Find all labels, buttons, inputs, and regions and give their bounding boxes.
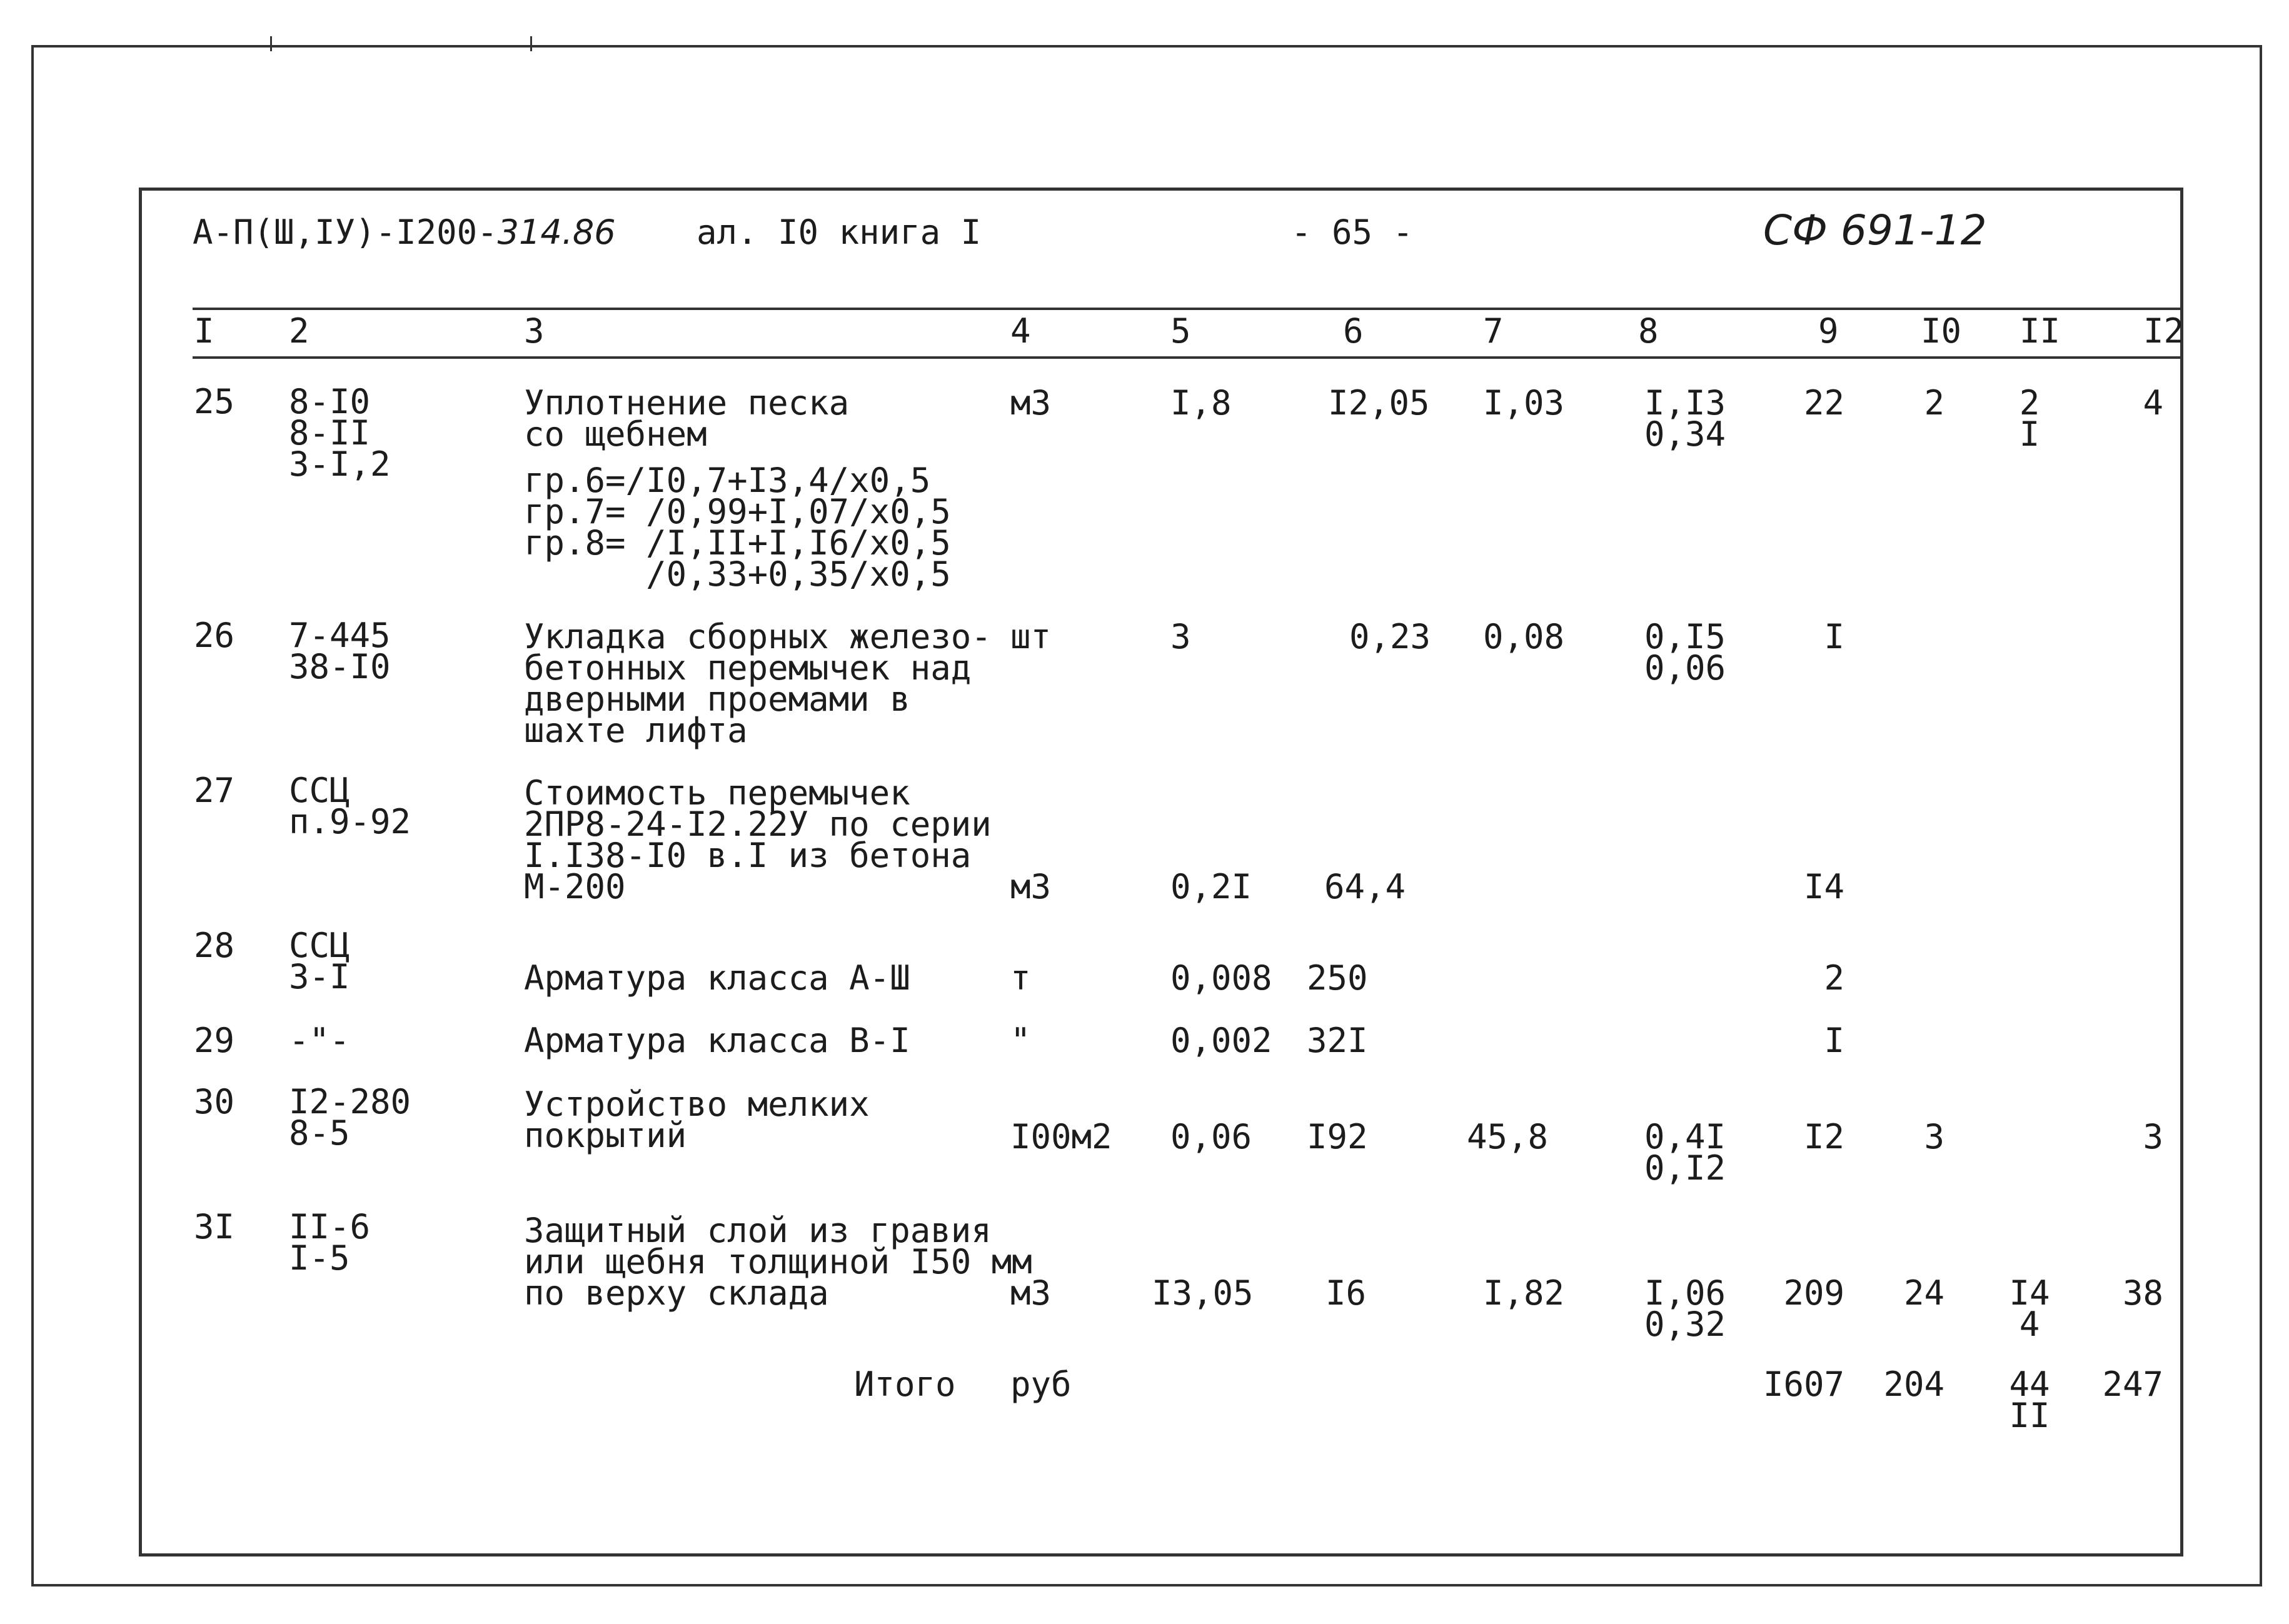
row-25-code: 8-I0 8-II 3-I,2 bbox=[289, 382, 391, 484]
row-30-description: Устройство мелких покрытий bbox=[524, 1085, 870, 1155]
column-header-5: 5 bbox=[1170, 311, 1191, 351]
row-26-col9: I bbox=[1824, 617, 1844, 656]
row-27-number: 27 bbox=[194, 771, 235, 810]
row-25-col7: I,03 bbox=[1483, 383, 1565, 423]
row-30-col9: I2 bbox=[1803, 1117, 1844, 1156]
row-25-number: 25 bbox=[194, 382, 235, 421]
row-26-col8: 0,I5 0,06 bbox=[1644, 617, 1726, 688]
row-31-col12: 38 bbox=[2122, 1273, 2163, 1313]
total-col10: 204 bbox=[1883, 1365, 1944, 1404]
total-col11: 44 II bbox=[2009, 1365, 2050, 1435]
row-29-col9: I bbox=[1824, 1021, 1844, 1060]
column-header-10: I0 bbox=[1921, 311, 1962, 351]
row-31-col11: I4 4 bbox=[2009, 1273, 2050, 1344]
row-31-col7: I,82 bbox=[1483, 1273, 1565, 1313]
inner-frame bbox=[139, 188, 2183, 1556]
row-30-quantity: 0,06 bbox=[1170, 1117, 1252, 1156]
row-31-col8: I,06 0,32 bbox=[1644, 1273, 1726, 1344]
row-25-col8: I,I3 0,34 bbox=[1644, 383, 1726, 454]
row-26-code: 7-445 38-I0 bbox=[289, 616, 391, 686]
row-30-col12: 3 bbox=[2143, 1117, 2163, 1156]
header-rule-bottom bbox=[193, 356, 2181, 359]
row-25-quantity: I,8 bbox=[1170, 383, 1232, 423]
row-27-quantity: 0,2I bbox=[1170, 867, 1252, 906]
row-26-quantity: 3 bbox=[1170, 617, 1191, 656]
row-30-code: I2-280 8-5 bbox=[289, 1082, 411, 1153]
row-25-formula: гр.6=/I0,7+I3,4/x0,5 гр.7= /0,99+I,07/x0,5 гр.8= /I,II+I,I6/x0,5 /0,33+0,35/x0,5 bbox=[524, 461, 951, 594]
row-31-col10: 24 bbox=[1903, 1273, 1944, 1313]
row-31-quantity: I3,05 bbox=[1152, 1273, 1254, 1313]
page-number: - 65 - bbox=[1291, 213, 1414, 252]
row-30-col8: 0,4I 0,I2 bbox=[1644, 1117, 1726, 1188]
row-28-code: ССЦ 3-I bbox=[289, 926, 350, 996]
row-30-col6: I92 bbox=[1307, 1117, 1368, 1156]
row-28-col6: 250 bbox=[1307, 958, 1368, 998]
row-30-col7: 45,8 bbox=[1467, 1117, 1549, 1156]
column-header-7: 7 bbox=[1483, 311, 1504, 351]
row-25-col9: 22 bbox=[1803, 383, 1844, 423]
row-29-number: 29 bbox=[194, 1021, 235, 1060]
row-25-description: Уплотнение песка со щебнем bbox=[524, 383, 850, 454]
row-27-col6: 64,4 bbox=[1324, 867, 1406, 906]
row-31-col9: 209 bbox=[1783, 1273, 1844, 1313]
frame-tick bbox=[530, 36, 532, 51]
document-code-handwritten: 314.86 bbox=[497, 213, 616, 252]
column-header-6: 6 bbox=[1343, 311, 1364, 351]
row-29-description: Арматура класса В-I bbox=[524, 1021, 910, 1060]
frame-tick bbox=[270, 36, 272, 51]
total-col12: 247 bbox=[2102, 1365, 2163, 1404]
row-25-unit: м3 bbox=[1010, 383, 1052, 423]
row-25-col12: 4 bbox=[2143, 383, 2163, 423]
row-27-unit: м3 bbox=[1010, 867, 1052, 906]
column-header-4: 4 bbox=[1010, 311, 1031, 351]
row-31-code: II-6 I-5 bbox=[289, 1207, 371, 1278]
row-30-unit: I00м2 bbox=[1010, 1117, 1112, 1156]
row-31-number: 3I bbox=[194, 1207, 235, 1246]
row-28-unit: т bbox=[1010, 958, 1031, 998]
column-header-8: 8 bbox=[1638, 311, 1659, 351]
row-31-description: Защитный слой из гравия или щебня толщиной I50 мм по верху склада bbox=[524, 1211, 1032, 1313]
row-26-col6: 0,23 bbox=[1349, 617, 1431, 656]
row-26-unit: шт bbox=[1010, 617, 1052, 656]
total-label: Итого bbox=[854, 1365, 956, 1404]
row-29-code: -"- bbox=[289, 1021, 350, 1060]
total-unit: руб bbox=[1010, 1365, 1072, 1404]
row-29-unit: " bbox=[1010, 1021, 1031, 1060]
archive-number: СФ 691-12 bbox=[1763, 206, 1987, 254]
row-29-col6: 32I bbox=[1307, 1021, 1368, 1060]
row-26-number: 26 bbox=[194, 616, 235, 655]
row-27-col9: I4 bbox=[1803, 867, 1844, 906]
row-29-quantity: 0,002 bbox=[1170, 1021, 1272, 1060]
row-30-number: 30 bbox=[194, 1082, 235, 1121]
row-31-col6: I6 bbox=[1326, 1273, 1367, 1313]
document-code bbox=[193, 213, 616, 252]
column-header-9: 9 bbox=[1818, 311, 1839, 351]
row-26-description: Укладка сборных железо- бетонных перемычек над дверными проемами в шахте лифта bbox=[524, 617, 992, 750]
header-rule-top bbox=[193, 308, 2181, 310]
column-header-1: I bbox=[194, 311, 214, 351]
column-header-12: I2 bbox=[2143, 311, 2185, 351]
column-header-2: 2 bbox=[289, 311, 309, 351]
sheet-reference: ал. I0 книга I bbox=[697, 213, 982, 252]
row-27-code: ССЦ п.9-92 bbox=[289, 771, 411, 841]
total-col9: I607 bbox=[1763, 1365, 1844, 1404]
column-header-11: II bbox=[2020, 311, 2061, 351]
row-28-number: 28 bbox=[194, 926, 235, 965]
row-25-col10: 2 bbox=[1924, 383, 1944, 423]
row-26-col7: 0,08 bbox=[1483, 617, 1565, 656]
row-31-unit: м3 bbox=[1010, 1273, 1052, 1313]
row-28-col9: 2 bbox=[1824, 958, 1844, 998]
column-header-3: 3 bbox=[524, 311, 545, 351]
row-25-col6: I2,05 bbox=[1328, 383, 1430, 423]
row-28-quantity: 0,008 bbox=[1170, 958, 1272, 998]
row-27-description: Стоимость перемычек 2ПР8-24-I2.22У по серии I.I38-I0 в.I из бетона М-200 bbox=[524, 773, 992, 906]
document-code-text: А-П(Ш,IУ)-I200- bbox=[193, 213, 498, 252]
row-30-col10: 3 bbox=[1924, 1117, 1944, 1156]
row-28-description: Арматура класса А-Ш bbox=[524, 958, 910, 998]
row-25-col11: 2 I bbox=[2019, 383, 2040, 454]
